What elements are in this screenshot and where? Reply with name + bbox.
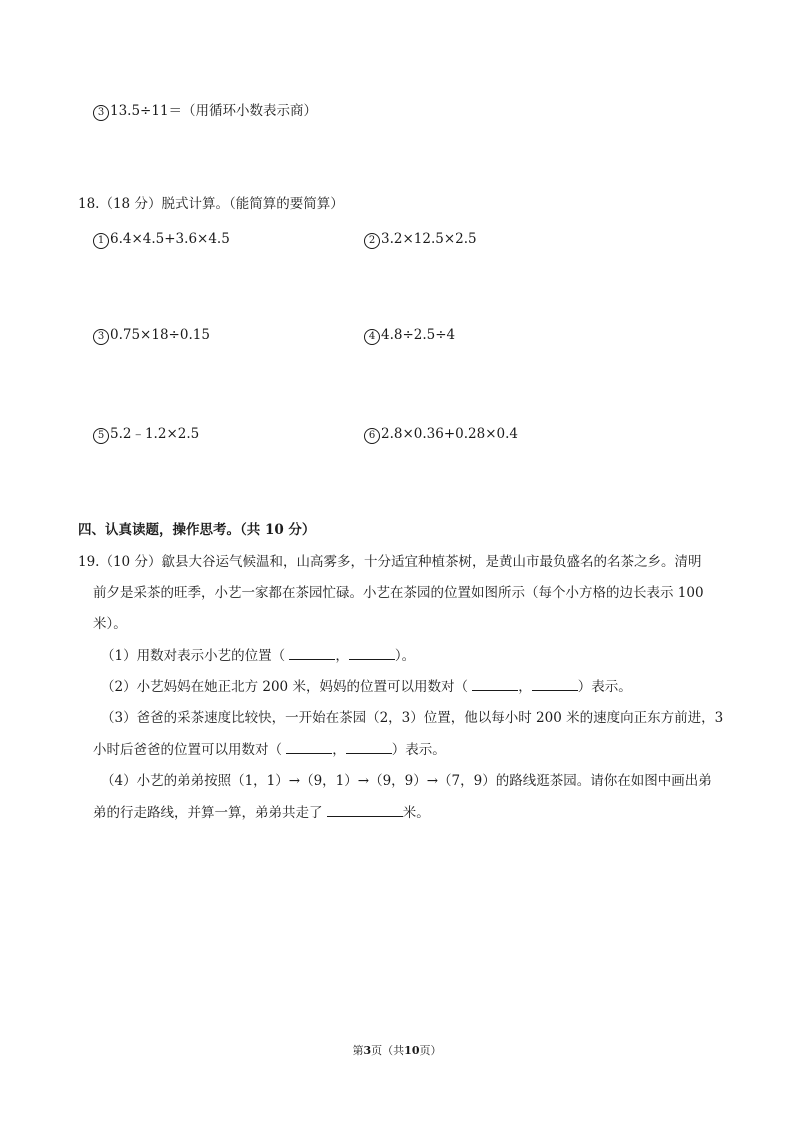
page-number: 3 [363,1044,372,1057]
section-4-heading: 四、认真读题，操作思考。（共 10 分） [78,522,316,538]
q19-part-2: （2）小艺妈妈在她正北方 200 米，妈妈的位置可以用数对（ ， ）表示。 [101,679,632,695]
q18-item-3 [93,326,210,345]
item-marker: 3 [93,329,109,345]
item-marker: 5 [93,428,109,444]
page-total: 10 [404,1044,420,1057]
q18-item-6 [364,425,518,444]
q18-item-4 [364,326,455,345]
answer-blank[interactable] [349,646,395,660]
answer-blank[interactable] [327,803,403,817]
q18-item-1-expr: 6.4×4.5+3.6×4.5 [110,231,230,247]
q19-part-1: （1）用数对表示小艺的位置（ ， ）。 [101,648,416,664]
q18-heading: 18.（18 分）脱式计算。（能简算的要简算） [78,196,344,212]
q19-part-4-line-1: （4）小艺的弟弟按照（1，1）→（9，1）→（9，9）→（7，9）的路线逛茶园。请你在如图中画出弟 [101,773,712,789]
answer-blank[interactable] [289,646,335,660]
item-marker: 4 [364,329,380,345]
item-marker: 3 [93,105,109,121]
item-marker: 2 [364,233,380,249]
q19-stem-line-2: 前夕是采茶的旺季，小艺一家都在茶园忙碌。小艺在茶园的位置如图所示（每个小方格的边长表示 100 [93,585,704,601]
q18-item-2 [364,230,477,249]
answer-blank[interactable] [346,740,392,754]
q18-item-5 [93,425,199,444]
q18-item-2-expr: 3.2×12.5×2.5 [381,231,477,247]
q19-part-4-line-2: 弟的行走路线，并算一算，弟弟共走了 米。 [93,805,430,821]
q19-stem-line-3: 米）。 [93,616,127,632]
item-marker: 1 [93,233,109,249]
q17-item-3 [93,102,317,121]
answer-blank[interactable] [472,677,518,691]
answer-blank[interactable] [532,677,578,691]
q18-item-5-expr: 5.2﹣1.2×2.5 [110,426,200,442]
item-marker: 6 [364,428,380,444]
q19-part-3-line-2: 小时后爸爸的位置可以用数对（ ， ）表示。 [93,742,446,758]
q19-stem-line-1: 19.（10 分）歙县大谷运气候温和，山高雾多，十分适宜种植茶树，是黄山市最负盛名的名茶之乡。清明 [78,554,702,570]
q18-item-3-expr: 0.75×18÷0.15 [110,327,210,343]
q19-part-3-line-1: （3）爸爸的采茶速度比较快，一开始在茶园（2，3）位置，他以每小时 200 米的速度向正东方前进，3 [101,710,724,726]
q18-item-6-expr: 2.8×0.36+0.28×0.4 [381,426,518,442]
q17-item-3-text: 13.5÷11＝（用循环小数表示商） [110,103,318,119]
q18-item-1 [93,230,230,249]
q18-item-4-expr: 4.8÷2.5÷4 [381,327,456,343]
page-footer: 第3页（共10页） [352,1044,442,1057]
answer-blank[interactable] [286,740,332,754]
